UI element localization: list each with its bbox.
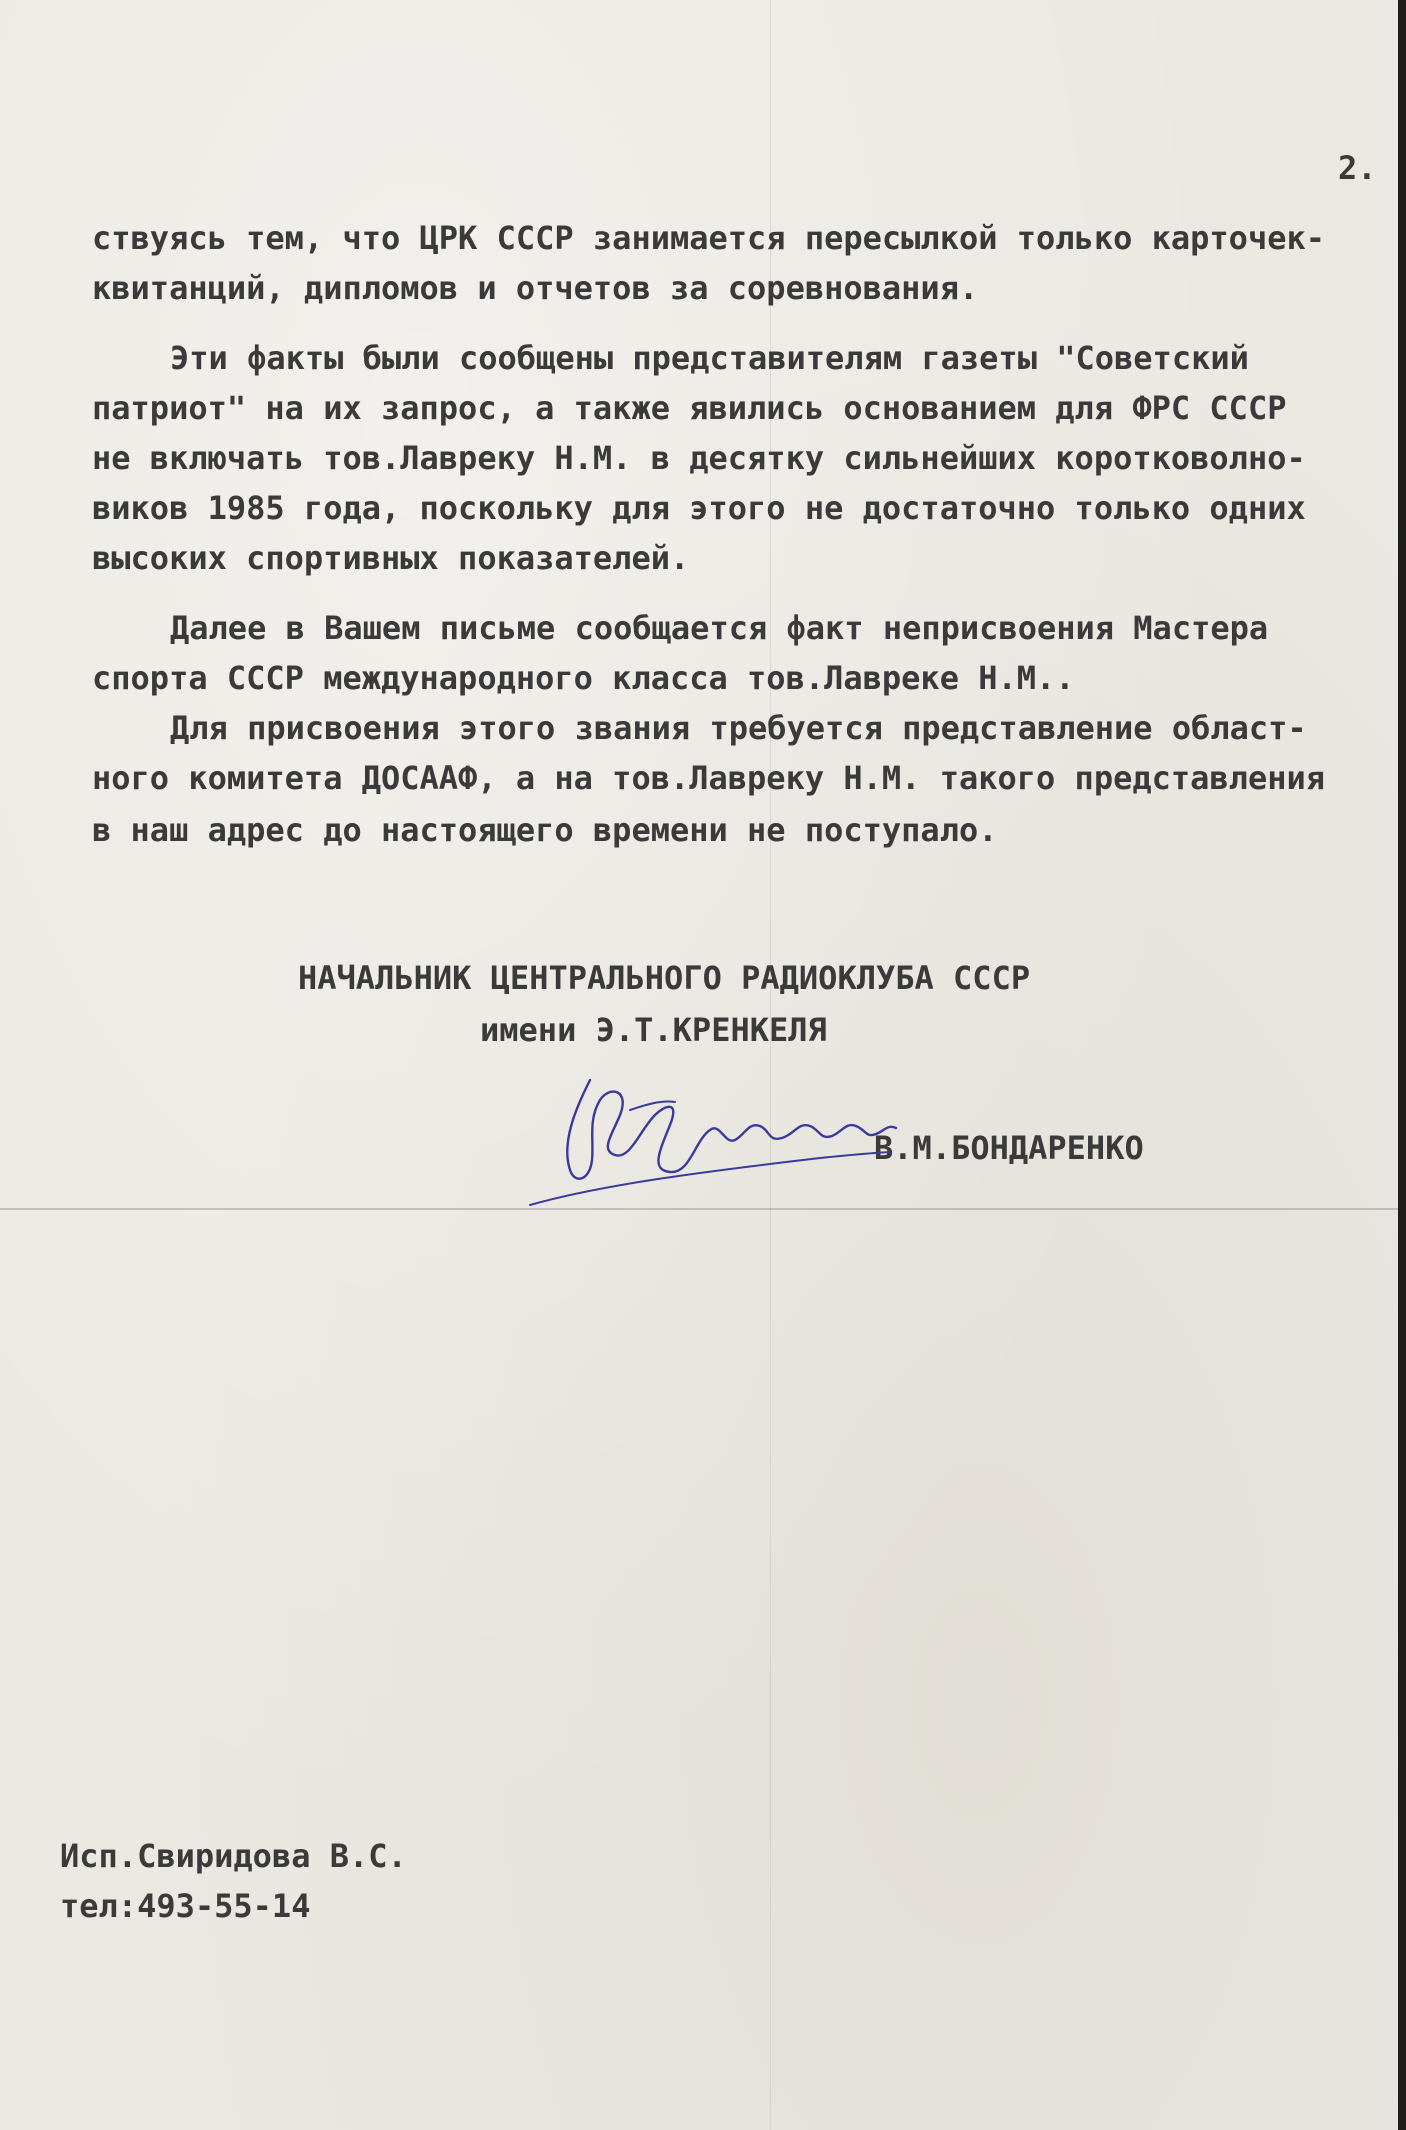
paragraph-4-line-2: ного комитета ДОСААФ, а на тов.Лавреку Н.М. такого представления [92,759,1325,797]
handwritten-signature [520,1060,940,1215]
paragraph-2-line-2: патриот" на их запрос, а также явились основанием для ФРС СССР [92,389,1287,427]
paragraph-3-line-2: спорта СССР международного класса тов.Лавреке Н.М.. [92,659,1075,697]
phone-line: тел:493-55-14 [60,1887,311,1925]
signature-named-after: имени Э.Т.КРЕНКЕЛЯ [480,1011,827,1049]
paragraph-2-line-4: виков 1985 года, поскольку для этого не достаточно только одних [92,489,1306,527]
paragraph-2-line-5: высоких спортивных показателей. [92,539,690,577]
paragraph-1-line-1: ствуясь тем, что ЦРК СССР занимается пересылкой только карточек- [92,219,1325,257]
paragraph-3-line-1: Далее в Вашем письме сообщается факт неприсвоения Мастера [170,609,1269,647]
paragraph-2-line-1: Эти факты были сообщены представителям газеты "Советский [170,339,1249,377]
signature-position-title: НАЧАЛЬНИК ЦЕНТРАЛЬНОГО РАДИОКЛУБА СССР [298,959,1031,997]
paragraph-2-line-3: не включать тов.Лавреку Н.М. в десятку сильнейших коротковолно- [92,439,1306,477]
executor-line: Исп.Свиридова В.С. [60,1837,407,1875]
page-number: 2. [1338,149,1377,187]
paragraph-4-line-1: Для присвоения этого звания требуется представление област- [170,709,1307,747]
paragraph-4-line-3: в наш адрес до настоящего времени не поступало. [92,811,998,849]
signatory-name: В.М.БОНДАРЕНКО [874,1129,1144,1167]
paragraph-1-line-2: квитанций, дипломов и отчетов за соревнования. [92,269,979,307]
